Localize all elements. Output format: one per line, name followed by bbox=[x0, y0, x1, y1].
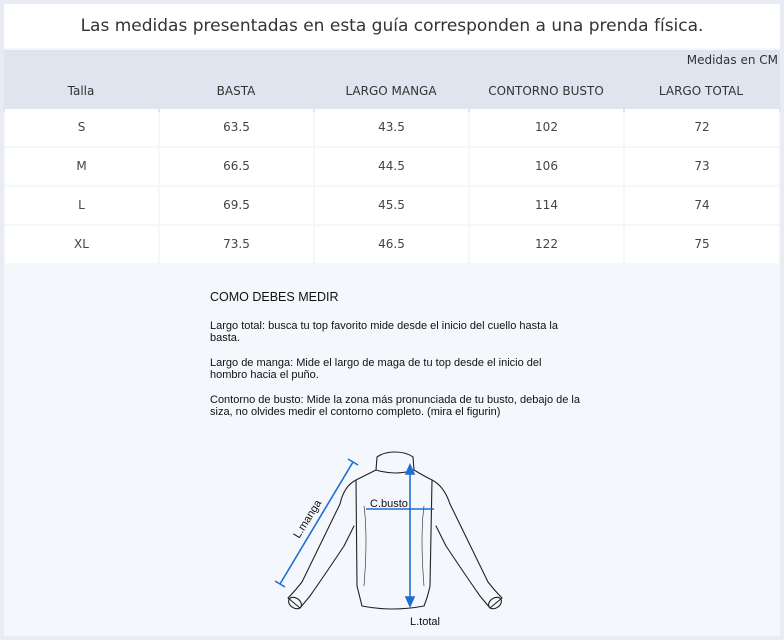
table-cell: 74 bbox=[625, 187, 779, 224]
table-row bbox=[4, 226, 780, 263]
label-sleeve: L.manga bbox=[291, 497, 325, 541]
right-sleeve-outline bbox=[432, 480, 502, 608]
garment-figure bbox=[264, 446, 524, 636]
unit-note: Medidas en CM bbox=[686, 53, 778, 67]
table-cell: 102 bbox=[470, 109, 623, 146]
body-outline bbox=[356, 470, 432, 609]
table-cell: 72 bbox=[625, 109, 779, 146]
guide-title: COMO DEBES MEDIR bbox=[210, 290, 339, 304]
table-cell: 69.5 bbox=[160, 187, 313, 224]
seam-left bbox=[364, 506, 366, 586]
column-header-basta: BASTA bbox=[216, 84, 256, 98]
table-cell: L bbox=[5, 187, 158, 224]
size-guide-panel bbox=[4, 4, 780, 636]
table-cell: 122 bbox=[470, 226, 623, 263]
guide-paragraph-largo-manga: Largo de manga: Mide el largo de maga de tu top desde el inicio del hombro hacia el puño. bbox=[210, 357, 542, 381]
table-cell: 114 bbox=[470, 187, 623, 224]
table-cell: 73 bbox=[625, 148, 779, 185]
sleeve-length-cap-top bbox=[348, 459, 358, 465]
guide-paragraph-contorno-busto: Contorno de busto: Mide la zona más pronunciada de tu busto, debajo de la siza, no olvides medir el contorno completo. (mira el figurin) bbox=[210, 394, 580, 418]
table-row bbox=[4, 148, 780, 185]
page-title: Las medidas presentadas en esta guía corresponden a una prenda física. bbox=[4, 4, 780, 48]
table-cell: M bbox=[5, 148, 158, 185]
table-cell: 45.5 bbox=[315, 187, 468, 224]
table-cell: 63.5 bbox=[160, 109, 313, 146]
column-header-largo-total: LARGO TOTAL bbox=[658, 84, 744, 98]
label-total: L.total bbox=[410, 616, 440, 628]
table-cell: S bbox=[5, 109, 158, 146]
table-cell: 73.5 bbox=[160, 226, 313, 263]
table-cell: 66.5 bbox=[160, 148, 313, 185]
table-cell: 43.5 bbox=[315, 109, 468, 146]
table-header bbox=[4, 50, 780, 112]
left-sleeve-outline bbox=[288, 480, 356, 608]
table-row bbox=[4, 109, 780, 146]
measurement-guide bbox=[4, 264, 780, 636]
sleeve-length-cap-bottom bbox=[275, 581, 285, 587]
column-header-talla: Talla bbox=[67, 84, 95, 98]
sleeve-length-line bbox=[280, 462, 353, 584]
column-header-contorno-busto: CONTORNO BUSTO bbox=[488, 84, 604, 98]
table-cell: 106 bbox=[470, 148, 623, 185]
seam-right bbox=[422, 506, 424, 586]
guide-paragraph-largo-total: Largo total: busca tu top favorito mide desde el inicio del cuello hasta la basta. bbox=[210, 320, 558, 344]
table-row bbox=[4, 187, 780, 224]
total-length-arrow-top bbox=[406, 465, 414, 474]
column-header-largo-manga: LARGO MANGA bbox=[345, 84, 437, 98]
total-length-arrow-bottom bbox=[406, 597, 414, 606]
table-cell: XL bbox=[5, 226, 158, 263]
table-cell: 75 bbox=[625, 226, 779, 263]
table-cell: 44.5 bbox=[315, 148, 468, 185]
table-cell: 46.5 bbox=[315, 226, 468, 263]
label-bust: C.busto bbox=[370, 498, 408, 510]
